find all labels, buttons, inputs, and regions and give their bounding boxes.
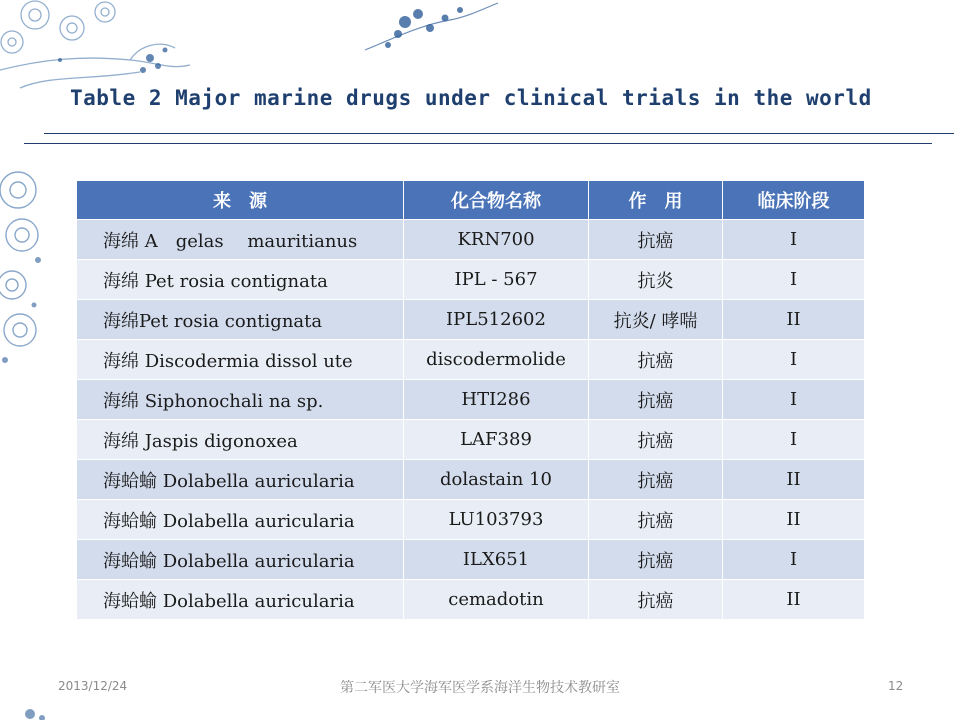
phase-cell: I <box>723 420 865 460</box>
effect-cell: 抗炎/ 哮喘 <box>589 300 723 340</box>
footer-page-number: 12 <box>888 679 904 693</box>
effect-cell: 抗癌 <box>589 340 723 380</box>
title-divider-bottom <box>24 143 932 144</box>
compound-cell: KRN700 <box>404 220 589 260</box>
effect-cell: 抗癌 <box>589 540 723 580</box>
phase-cell: I <box>723 340 865 380</box>
source-cell: 海绵 Jaspis digonoxea <box>77 420 404 460</box>
effect-cell: 抗癌 <box>589 380 723 420</box>
floral-decoration-bottom-left <box>0 700 60 720</box>
compound-cell: LAF389 <box>404 420 589 460</box>
floral-decoration-left <box>0 165 50 385</box>
column-header-effect: 作 用 <box>589 181 723 220</box>
source-cell: 海蛤蝓 Dolabella auricularia <box>77 500 404 540</box>
table-row <box>77 460 865 500</box>
effect-cell: 抗炎 <box>589 260 723 300</box>
compound-cell: ILX651 <box>404 540 589 580</box>
table-row <box>77 580 865 620</box>
table-row <box>77 380 865 420</box>
compound-cell: LU103793 <box>404 500 589 540</box>
phase-cell: II <box>723 580 865 620</box>
source-cell: 海绵 Siphonochali na sp. <box>77 380 404 420</box>
phase-cell: I <box>723 540 865 580</box>
source-cell: 海绵 Pet rosia contignata <box>77 260 404 300</box>
compound-cell: dolastain 10 <box>404 460 589 500</box>
floral-decoration-top-center <box>360 0 500 55</box>
table-row <box>77 220 865 260</box>
source-cell: 海绵Pet rosia contignata <box>77 300 404 340</box>
marine-drugs-table <box>76 180 865 620</box>
source-cell: 海蛤蝓 Dolabella auricularia <box>77 580 404 620</box>
effect-cell: 抗癌 <box>589 500 723 540</box>
phase-cell: II <box>723 500 865 540</box>
title-divider-top <box>44 133 954 134</box>
compound-cell: cemadotin <box>404 580 589 620</box>
phase-cell: II <box>723 460 865 500</box>
phase-cell: II <box>723 300 865 340</box>
phase-cell: I <box>723 260 865 300</box>
compound-cell: discodermolide <box>404 340 589 380</box>
table-header-row <box>77 181 865 220</box>
table-row <box>77 540 865 580</box>
column-header-clinical-phase: 临床阶段 <box>723 181 865 220</box>
phase-cell: I <box>723 220 865 260</box>
table-row <box>77 500 865 540</box>
table-row <box>77 300 865 340</box>
effect-cell: 抗癌 <box>589 420 723 460</box>
compound-cell: IPL512602 <box>404 300 589 340</box>
effect-cell: 抗癌 <box>589 460 723 500</box>
effect-cell: 抗癌 <box>589 220 723 260</box>
column-header-compound-name: 化合物名称 <box>404 181 589 220</box>
table-row <box>77 420 865 460</box>
source-cell: 海绵 A gelas mauritianus <box>77 220 404 260</box>
floral-decoration-top-left <box>0 0 200 95</box>
compound-cell: HTI286 <box>404 380 589 420</box>
phase-cell: I <box>723 380 865 420</box>
footer-institution: 第二军医大学海军医学系海洋生物技术教研室 <box>340 680 620 696</box>
table-row <box>77 340 865 380</box>
footer-date: 2013/12/24 <box>58 679 128 693</box>
table-row <box>77 260 865 300</box>
source-cell: 海蛤蝓 Dolabella auricularia <box>77 540 404 580</box>
column-header-source: 来 源 <box>77 181 404 220</box>
effect-cell: 抗癌 <box>589 580 723 620</box>
source-cell: 海蛤蝓 Dolabella auricularia <box>77 460 404 500</box>
source-cell: 海绵 Discodermia dissol ute <box>77 340 404 380</box>
compound-cell: IPL - 567 <box>404 260 589 300</box>
slide-title: Table 2 Major marine drugs under clinical trials in the world <box>70 86 872 110</box>
